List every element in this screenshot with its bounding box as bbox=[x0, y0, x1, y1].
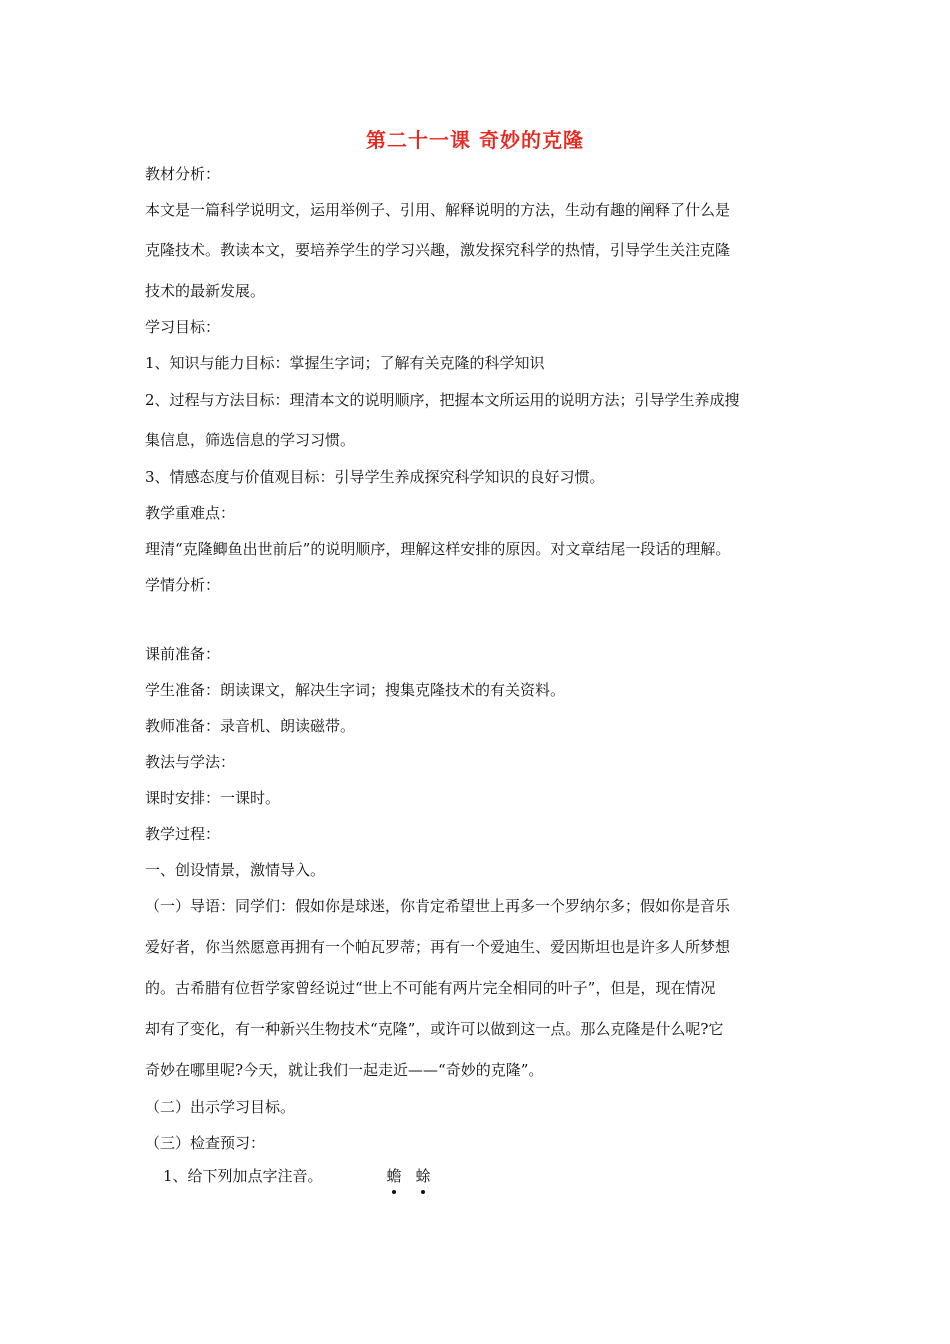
paragraph-line: 爱好者，你当然愿意再拥有一个帕瓦罗蒂；再有一个爱迪生、爱因斯坦也是许多人所梦想 bbox=[145, 938, 731, 956]
goal-item: 1、知识与能力目标：掌握生字词；了解有关克隆的科学知识 bbox=[145, 354, 545, 372]
paragraph-line: 克隆技术。教读本文，要培养学生的学习兴趣，激发探究科学的热情，引导学生关注克隆 bbox=[145, 241, 731, 259]
heading-learning-goals: 学习目标： bbox=[145, 318, 221, 336]
paragraph-line: 的。古希腊有位哲学家曾经说过“世上不可能有两片完全相同的叶子”，但是，现在情况 bbox=[145, 979, 716, 997]
goal-item-continued: 集信息，筛选信息的学习习惯。 bbox=[145, 431, 356, 449]
heading-material-analysis: 教材分析： bbox=[145, 165, 221, 183]
page-title: 第二十一课 奇妙的克隆 bbox=[366, 128, 584, 152]
paragraph-line: 奇妙在哪里呢?今天，就让我们一起走近——“奇妙的克隆”。 bbox=[145, 1061, 544, 1079]
heading-key-points: 教学重难点： bbox=[145, 504, 236, 522]
paragraph-line: （一）导语：同学们：假如你是球迷，你肯定希望世上再多一个罗纳尔多；假如你是音乐 bbox=[145, 897, 731, 915]
paragraph-line: 却有了变化，有一种新兴生物技术“克隆”，或许可以做到这一点。那么克隆是什么呢?它 bbox=[145, 1020, 724, 1038]
heading-methods: 教法与学法： bbox=[145, 753, 236, 771]
heading-teaching-process: 教学过程： bbox=[145, 825, 221, 843]
dotted-char: 蟾 bbox=[386, 1167, 402, 1185]
goal-item: 2、过程与方法目标：理清本文的说明顺序，把握本文所运用的说明方法；引导学生养成搜 bbox=[145, 391, 740, 409]
dotted-char: 蜍 bbox=[415, 1167, 431, 1185]
exercise-label: 1、给下列加点字注音。 bbox=[163, 1167, 323, 1185]
exercise-line bbox=[163, 1166, 431, 1186]
heading-student-analysis: 学情分析： bbox=[145, 576, 221, 594]
heading-preparation: 课前准备： bbox=[145, 645, 221, 663]
paragraph-line: 教师准备：录音机、朗读磁带。 bbox=[145, 717, 356, 735]
paragraph-line: 理清“克隆鲫鱼出世前后”的说明顺序，理解这样安排的原因。对文章结尾一段话的理解。 bbox=[145, 540, 731, 558]
goal-item: 3、情感态度与价值观目标：引导学生养成探究科学知识的良好习惯。 bbox=[145, 468, 605, 486]
sub-item: （二）出示学习目标。 bbox=[145, 1098, 296, 1116]
sub-item: （三）检查预习： bbox=[145, 1134, 266, 1152]
section-heading: 一、创设情景，激情导入。 bbox=[145, 861, 326, 879]
paragraph-line: 学生准备：朗读课文，解决生字词；搜集克隆技术的有关资料。 bbox=[145, 681, 566, 699]
paragraph-line: 课时安排：一课时。 bbox=[145, 789, 281, 807]
paragraph-line: 技术的最新发展。 bbox=[145, 282, 266, 300]
paragraph-line: 本文是一篇科学说明文，运用举例子、引用、解释说明的方法，生动有趣的阐释了什么是 bbox=[145, 201, 731, 219]
